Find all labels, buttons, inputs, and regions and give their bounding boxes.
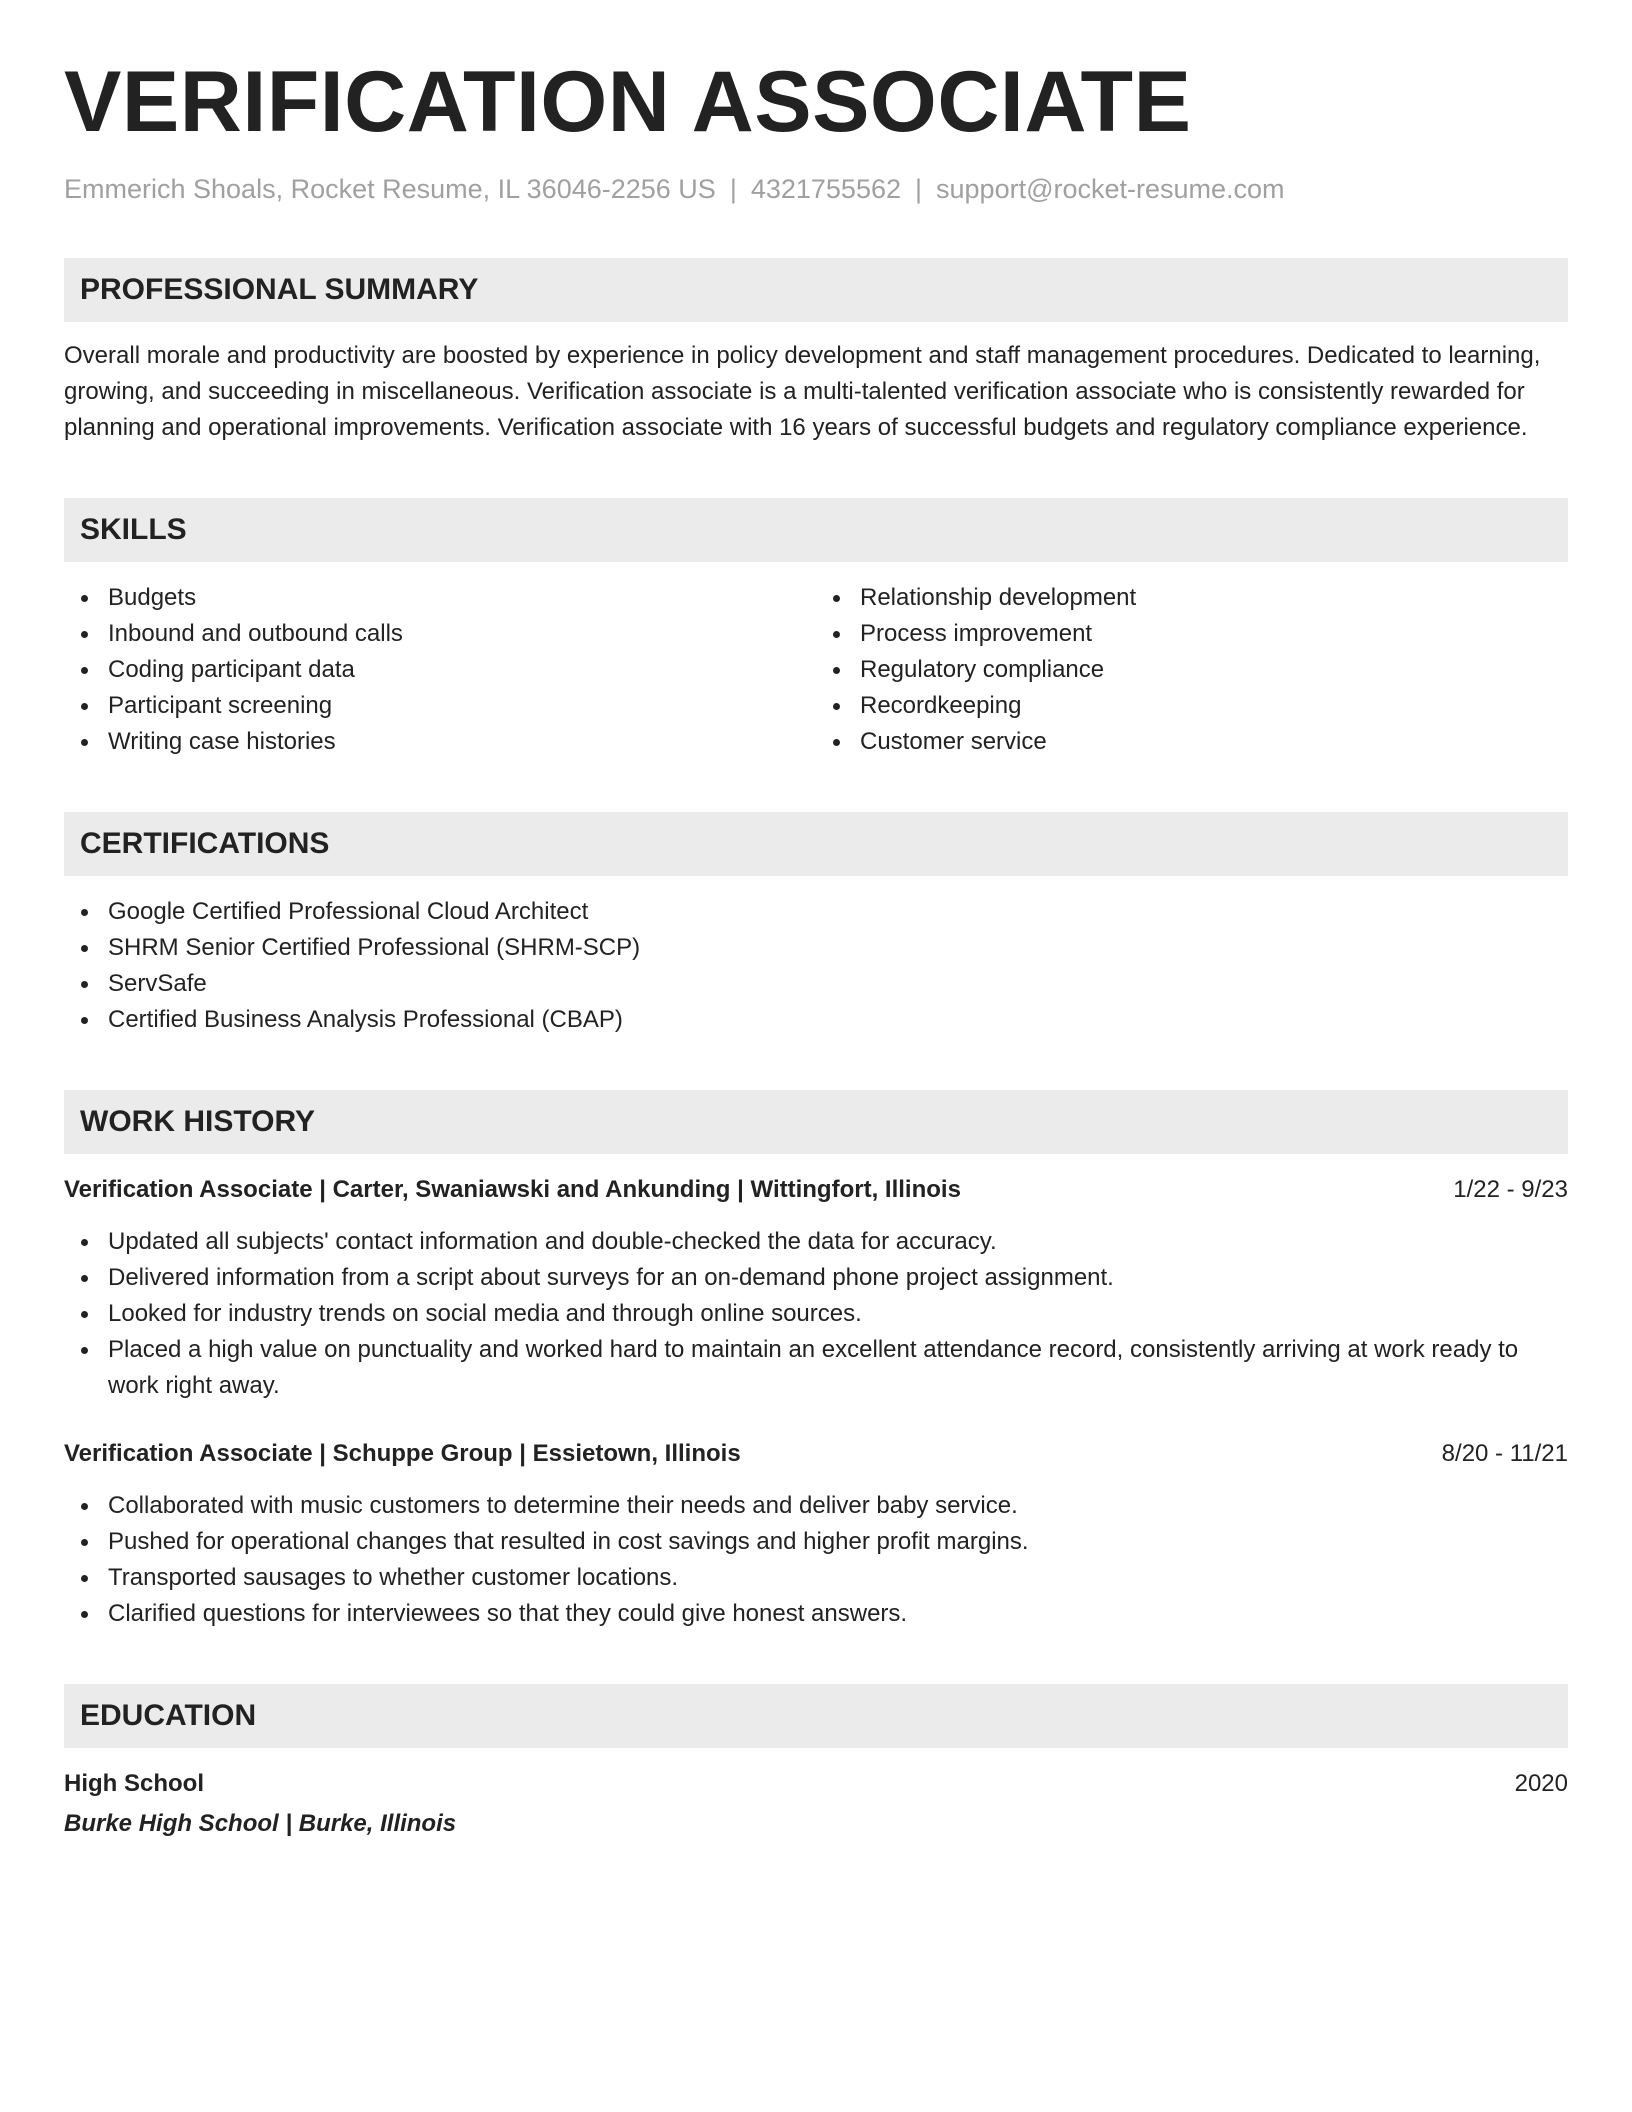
skill-item: Participant screening xyxy=(64,688,816,724)
skill-item: Process improvement xyxy=(816,616,1568,652)
job-duty: Pushed for operational changes that resulted in cost savings and higher profit margins. xyxy=(64,1524,1568,1560)
contact-line xyxy=(64,172,1568,206)
education-school: Burke High School | Burke, Illinois xyxy=(64,1810,457,1837)
job-duties-list xyxy=(64,1224,1568,1404)
certification-item: Google Certified Professional Cloud Architect xyxy=(64,894,1568,930)
job-duty: Looked for industry trends on social media and through online sources. xyxy=(64,1296,1568,1332)
certifications-list xyxy=(64,894,1568,1038)
job-duty: Delivered information from a script about surveys for an on-demand phone project assignment. xyxy=(64,1260,1568,1296)
skills-column-left xyxy=(64,580,816,760)
section-header-education: EDUCATION xyxy=(64,1684,1568,1748)
summary-text: Overall morale and productivity are boosted by experience in policy development and staff management procedures. Dedicated to learning, growing, and succeeding in miscellaneous. Verification associate is a multi-talented verification associate who is consistently rewarded for planning and operational improvements. Verification associate with 16 years of successful budgets and regulatory compliance experience. xyxy=(64,342,1541,441)
section-header-certifications: CERTIFICATIONS xyxy=(64,812,1568,876)
page-title: VERIFICATION ASSOCIATE xyxy=(64,54,1192,150)
job-header xyxy=(64,1172,1568,1208)
job-dates: 8/20 - 11/21 xyxy=(1441,1440,1568,1467)
skill-item: Inbound and outbound calls xyxy=(64,616,816,652)
section-header-summary: PROFESSIONAL SUMMARY xyxy=(64,258,1568,322)
skills-column-right xyxy=(816,580,1568,760)
skill-item: Coding participant data xyxy=(64,652,816,688)
education-year: 2020 xyxy=(1514,1770,1568,1797)
contact-separator: | xyxy=(915,174,923,204)
job-header xyxy=(64,1436,1568,1472)
section-header-work-history: WORK HISTORY xyxy=(64,1090,1568,1154)
job-title: Verification Associate | Carter, Swaniawski and Ankunding | Wittingfort, Illinois xyxy=(64,1176,961,1203)
skill-item: Relationship development xyxy=(816,580,1568,616)
education-degree: High School xyxy=(64,1770,204,1797)
section-header-skills: SKILLS xyxy=(64,498,1568,562)
job-entry xyxy=(64,1436,1568,1632)
job-duty: Placed a high value on punctuality and worked hard to maintain an excellent attendance record, consistently arriving at work ready to work right away. xyxy=(64,1332,1568,1404)
contact-separator: | xyxy=(729,174,737,204)
certification-item: Certified Business Analysis Professional (CBAP) xyxy=(64,1002,1568,1038)
job-duty: Collaborated with music customers to determine their needs and deliver baby service. xyxy=(64,1488,1568,1524)
skill-item: Customer service xyxy=(816,724,1568,760)
skill-item: Recordkeeping xyxy=(816,688,1568,724)
certification-item: SHRM Senior Certified Professional (SHRM-SCP) xyxy=(64,930,1568,966)
contact-address: Emmerich Shoals, Rocket Resume, IL 36046-2256 US xyxy=(64,174,716,204)
contact-email[interactable]: support@rocket-resume.com xyxy=(936,174,1285,204)
job-duty: Transported sausages to whether customer locations. xyxy=(64,1560,1568,1596)
education-header xyxy=(64,1766,1568,1802)
skill-item: Writing case histories xyxy=(64,724,816,760)
job-title: Verification Associate | Schuppe Group | Essietown, Illinois xyxy=(64,1440,741,1467)
job-entry xyxy=(64,1172,1568,1404)
skill-item: Regulatory compliance xyxy=(816,652,1568,688)
job-duty: Clarified questions for interviewees so that they could give honest answers. xyxy=(64,1596,1568,1632)
certification-item: ServSafe xyxy=(64,966,1568,1002)
job-duty: Updated all subjects' contact information and double-checked the data for accuracy. xyxy=(64,1224,1568,1260)
contact-phone: 4321755562 xyxy=(750,174,901,204)
job-duties-list xyxy=(64,1488,1568,1632)
skill-item: Budgets xyxy=(64,580,816,616)
job-dates: 1/22 - 9/23 xyxy=(1453,1176,1568,1203)
skills-list xyxy=(64,580,1568,760)
